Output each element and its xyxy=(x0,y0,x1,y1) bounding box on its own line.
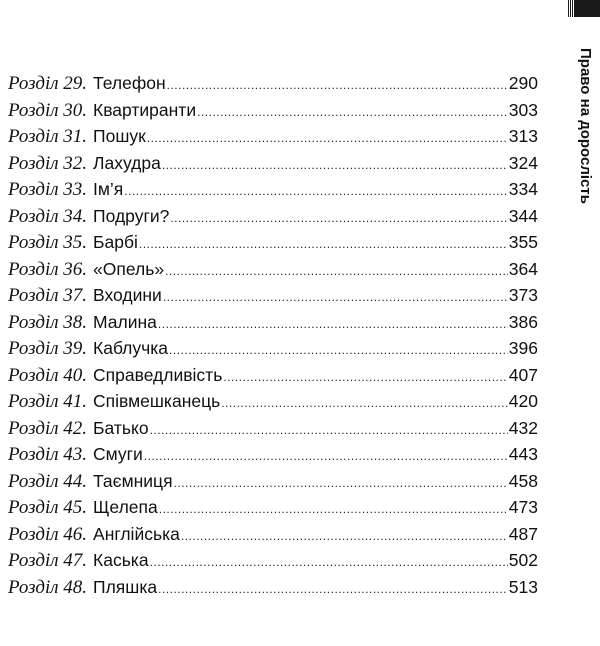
dot-leader xyxy=(158,582,508,596)
chapter-title: Пошук xyxy=(93,126,146,146)
dot-leader xyxy=(147,131,508,145)
page-number: 396 xyxy=(508,338,538,358)
dot-leader xyxy=(167,78,508,92)
chapter-title: Каська xyxy=(93,550,149,570)
chapter-title: Входини xyxy=(93,285,162,305)
chapter-number: Розділ 46. xyxy=(8,523,88,545)
dot-leader xyxy=(165,264,508,278)
toc-entry xyxy=(8,206,538,233)
toc-entry xyxy=(8,471,538,498)
chapter-number: Розділ 44. xyxy=(8,470,88,492)
dot-leader xyxy=(163,290,508,304)
dot-leader xyxy=(169,343,508,357)
page-edge-tab-marker xyxy=(574,0,600,17)
chapter-number: Розділ 42. xyxy=(8,417,88,439)
chapter-title: Співмешканець xyxy=(93,391,221,411)
page-number: 373 xyxy=(508,285,538,305)
chapter-number: Розділ 43. xyxy=(8,444,88,465)
chapter-title: Пляшка xyxy=(93,576,158,597)
chapter-title: Малина xyxy=(93,311,157,332)
toc-entry xyxy=(8,73,538,100)
toc-entry xyxy=(8,126,538,153)
page-number: 443 xyxy=(508,444,538,464)
page-number: 487 xyxy=(508,523,538,544)
page-number: 355 xyxy=(508,232,538,252)
chapter-title: Щелепа xyxy=(93,497,158,517)
page-number: 364 xyxy=(508,258,538,279)
chapter-title: «Опель» xyxy=(93,258,165,279)
toc-entry xyxy=(8,259,538,286)
page-number: 458 xyxy=(508,470,538,491)
dot-leader xyxy=(150,423,508,437)
dot-leader xyxy=(223,370,507,384)
page-number: 313 xyxy=(508,126,538,146)
dot-leader xyxy=(139,237,508,251)
chapter-title: Лахудра xyxy=(93,152,161,173)
toc-entry xyxy=(8,524,538,551)
dot-leader xyxy=(221,396,508,410)
dot-leader xyxy=(159,502,508,516)
page-number: 386 xyxy=(508,311,538,332)
dot-leader xyxy=(170,211,507,225)
chapter-number: Розділ 30. xyxy=(8,99,88,121)
chapter-number: Розділ 31. xyxy=(8,126,88,147)
table-of-contents xyxy=(8,73,538,603)
chapter-title: Англійська xyxy=(93,523,180,544)
page-number: 420 xyxy=(508,391,538,411)
chapter-number: Розділ 48. xyxy=(8,576,88,598)
chapter-title: Подруги? xyxy=(93,205,170,226)
page-number: 473 xyxy=(508,497,538,517)
toc-entry xyxy=(8,577,538,604)
toc-entry xyxy=(8,179,538,206)
chapter-number: Розділ 45. xyxy=(8,497,88,518)
page-number: 502 xyxy=(508,550,538,570)
chapter-number: Розділ 38. xyxy=(8,311,88,333)
dot-leader xyxy=(197,105,508,119)
page-number: 407 xyxy=(508,364,538,385)
dot-leader xyxy=(162,158,508,172)
chapter-number: Розділ 34. xyxy=(8,205,88,227)
chapter-number: Розділ 29. xyxy=(8,73,88,94)
dot-leader xyxy=(124,184,508,198)
toc-entry xyxy=(8,365,538,392)
chapter-number: Розділ 40. xyxy=(8,364,88,386)
chapter-number: Розділ 33. xyxy=(8,179,88,200)
toc-entry xyxy=(8,153,538,180)
chapter-title: Телефон xyxy=(93,73,166,93)
chapter-title: Смуги xyxy=(93,444,143,464)
toc-entry xyxy=(8,232,538,259)
page-number: 432 xyxy=(508,417,538,438)
chapter-number: Розділ 41. xyxy=(8,391,88,412)
chapter-number: Розділ 36. xyxy=(8,258,88,280)
page-number: 303 xyxy=(508,99,538,120)
side-running-title: Право на дорослість xyxy=(577,48,594,204)
chapter-title: Квартиранти xyxy=(93,99,197,120)
chapter-title: Барбі xyxy=(93,232,138,252)
page-number: 324 xyxy=(508,152,538,173)
toc-entry xyxy=(8,497,538,524)
dot-leader xyxy=(158,317,508,331)
toc-entry xyxy=(8,338,538,365)
dot-leader xyxy=(181,529,508,543)
chapter-title: Каблучка xyxy=(93,338,169,358)
chapter-title: Ім’я xyxy=(93,179,124,199)
toc-entry xyxy=(8,285,538,312)
page-number: 513 xyxy=(508,576,538,597)
dot-leader xyxy=(174,476,508,490)
toc-entry xyxy=(8,550,538,577)
toc-entry xyxy=(8,444,538,471)
dot-leader xyxy=(144,449,508,463)
chapter-number: Розділ 47. xyxy=(8,550,88,571)
page-number: 334 xyxy=(508,179,538,199)
chapter-title: Таємниця xyxy=(93,470,173,491)
toc-entry xyxy=(8,312,538,339)
toc-entry xyxy=(8,418,538,445)
chapter-number: Розділ 32. xyxy=(8,152,88,174)
chapter-number: Розділ 39. xyxy=(8,338,88,359)
dot-leader xyxy=(150,555,508,569)
chapter-number: Розділ 37. xyxy=(8,285,88,306)
chapter-title: Справедливість xyxy=(93,364,223,385)
page-number: 344 xyxy=(508,205,538,226)
page-number: 290 xyxy=(508,73,538,93)
chapter-number: Розділ 35. xyxy=(8,232,88,253)
chapter-title: Батько xyxy=(93,417,149,438)
toc-entry xyxy=(8,391,538,418)
toc-entry xyxy=(8,100,538,127)
